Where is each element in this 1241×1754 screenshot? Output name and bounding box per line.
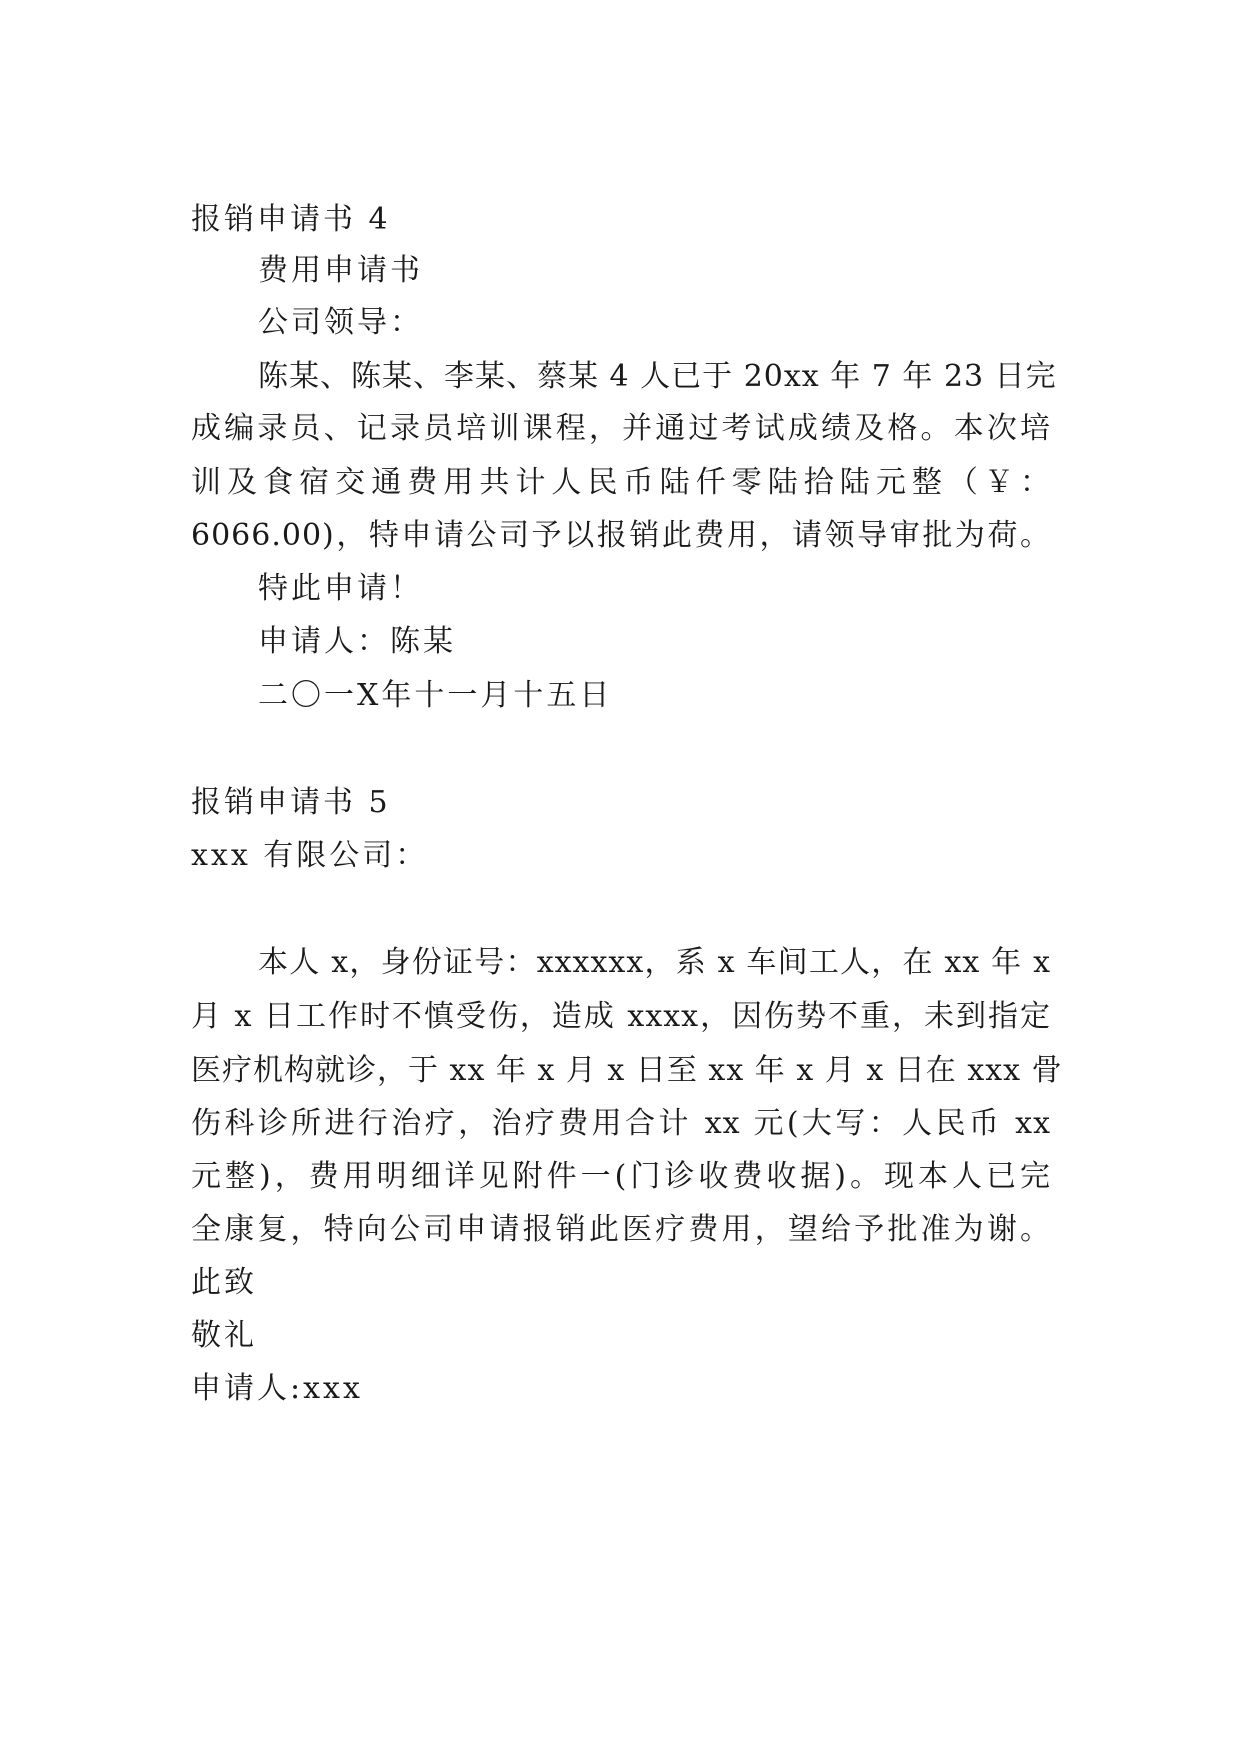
section5-body-line: 元整)，费用明细详见附件一(门诊收费收据)。现本人已完	[191, 1159, 1051, 1194]
section5-applicant: 申请人:xxx	[191, 1371, 363, 1406]
section4-body-line: 陈某、陈某、李某、蔡某 4 人已于 20xx 年 7 年 23 日完	[258, 359, 1057, 394]
section5-body-line: 全康复，特向公司申请报销此医疗费用，望给予批准为谢。	[191, 1212, 1051, 1247]
section4-heading: 报销申请书 4	[191, 202, 391, 237]
section5-salutation: xxx 有限公司：	[191, 838, 429, 873]
section5-heading: 报销申请书 5	[191, 785, 391, 820]
section4-body-line: 成编录员、记录员培训课程，并通过考试成绩及格。本次培	[191, 411, 1051, 446]
section4-body-line: 6066.00)，特申请公司予以报销此费用，请领导审批为荷。	[191, 518, 1051, 553]
section5-closing-ci-zhi: 此致	[191, 1265, 257, 1300]
section4-title: 费用申请书	[258, 253, 423, 288]
section5-body-line: 伤科诊所进行治疗，治疗费用合计 xx 元(大写：人民币 xx	[191, 1106, 1051, 1141]
section4-date: 二〇一X年十一月十五日	[258, 678, 613, 713]
section5-closing-jing-li: 敬礼	[191, 1318, 257, 1353]
section5-body-line: 医疗机构就诊，于 xx 年 x 月 x 日至 xx 年 x 月 x 日在 xxx 骨	[191, 1053, 1063, 1088]
section5-body-line: 本人 x，身份证号：xxxxxx，系 x 车间工人，在 xx 年 x	[258, 945, 1051, 980]
section4-salutation: 公司领导：	[258, 305, 423, 340]
section4-body-line: 训及食宿交通费用共计人民币陆仟零陆拾陆元整（￥：	[191, 465, 1051, 500]
section4-closing: 特此申请！	[258, 571, 423, 606]
section4-applicant: 申请人：陈某	[258, 624, 456, 659]
section5-body-line: 月 x 日工作时不慎受伤，造成 xxxx，因伤势不重，未到指定	[191, 999, 1051, 1034]
